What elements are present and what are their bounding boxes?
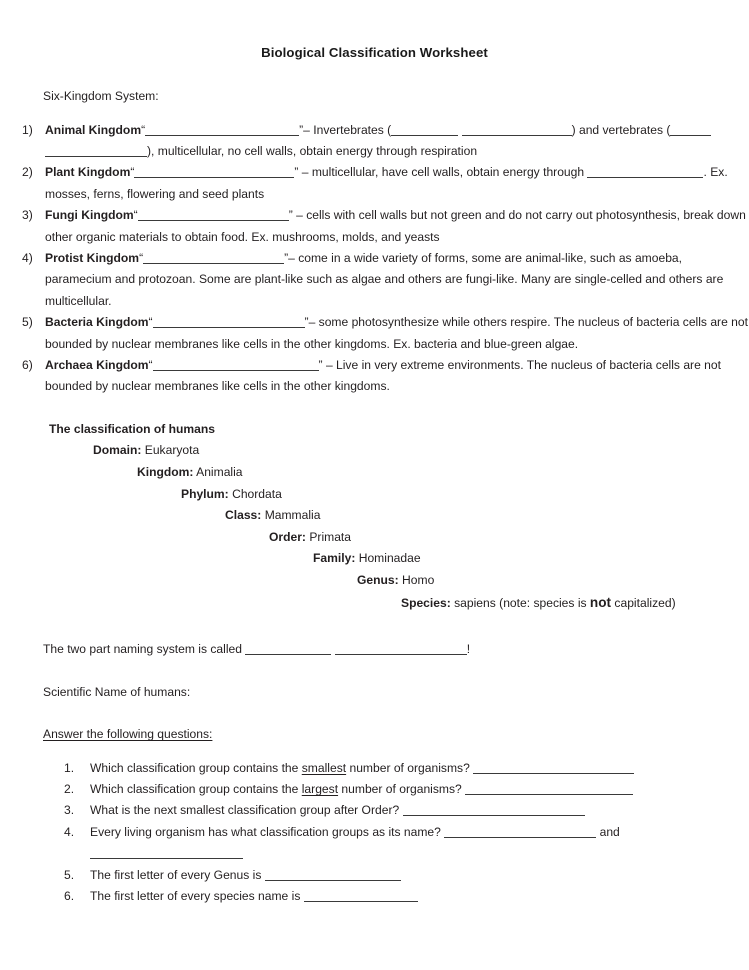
question-text-a: The first letter of every Genus is <box>90 867 265 882</box>
open-quote: “ <box>139 250 144 265</box>
question-emphasis: smallest <box>301 760 347 775</box>
question-item-3 <box>43 800 708 821</box>
kingdom-name: Animal Kingdom <box>45 122 142 137</box>
classification-rank-family <box>313 548 749 570</box>
species-value-after: capitalized) <box>611 595 676 610</box>
page-title: Biological Classification Worksheet <box>261 45 488 60</box>
answer-blank[interactable] <box>265 868 401 881</box>
answer-blank[interactable] <box>462 123 572 136</box>
question-item-1 <box>43 758 708 779</box>
rank-label: Order: <box>269 529 306 544</box>
open-quote: “ <box>141 122 146 137</box>
answer-blank[interactable] <box>465 782 633 795</box>
classification-rank-phylum <box>181 484 749 506</box>
human-classification-block <box>43 419 749 614</box>
kingdom-text-a: – multicellular, have cell walls, obtain energy through <box>301 165 585 180</box>
classification-rank-genus <box>357 570 749 592</box>
kingdom-name: Protist Kingdom <box>45 250 140 265</box>
scientific-name-text: Scientific Name of humans: <box>43 684 191 699</box>
kingdom-text-a: – come in a wide variety of forms, some are animal-like, such as amoeba, paramecium and protozoan. Some are plant-like such as algae and others are fungi-like. Many are single-celled and others are multicellular. <box>45 250 724 308</box>
answer-blank[interactable] <box>153 315 305 328</box>
naming-system-statement <box>43 639 749 661</box>
rank-value: Eukaryota <box>144 443 200 458</box>
kingdom-text-c: ), multicellular, no cell walls, obtain energy through respiration <box>147 143 478 158</box>
naming-system-text: The two part naming system is called <box>43 642 246 657</box>
close-quote: ” <box>294 165 299 180</box>
answer-blank[interactable] <box>90 846 243 859</box>
answer-blank[interactable] <box>670 123 711 136</box>
question-item-2 <box>43 779 708 800</box>
kingdom-name: Fungi Kingdom <box>45 208 134 223</box>
kingdom-name: Plant Kingdom <box>45 165 131 180</box>
six-kingdom-heading <box>43 86 708 108</box>
open-quote: “ <box>133 208 138 223</box>
kingdom-name: Archaea Kingdom <box>45 357 149 372</box>
kingdom-item-animal <box>0 120 749 163</box>
answer-blank[interactable] <box>587 165 703 178</box>
kingdom-item-number: 6) <box>22 357 33 372</box>
answer-blank[interactable] <box>143 251 284 264</box>
rank-value: Chordata <box>232 486 282 501</box>
kingdom-item-number: 1) <box>22 122 33 137</box>
kingdom-item-archaea <box>0 355 749 398</box>
kingdom-item-bacteria <box>0 312 749 355</box>
question-text-b: and <box>596 824 620 839</box>
answer-blank[interactable] <box>145 123 299 136</box>
question-list <box>43 758 708 908</box>
rank-label: Species: <box>401 595 451 610</box>
question-number: 5. <box>64 867 75 882</box>
rank-value: Hominadae <box>358 551 421 566</box>
answer-blank[interactable] <box>153 358 319 371</box>
scientific-name-prompt <box>43 682 749 704</box>
kingdom-item-protist <box>0 248 749 312</box>
answer-blank[interactable] <box>335 642 467 655</box>
rank-label: Family: <box>313 551 356 566</box>
kingdom-text-a: – some photosynthesize while others respire. The nucleus of bacteria cells are not bounded by nuclear membranes like cells in the other kingdoms. Ex. bacteria and blue-green algae. <box>45 315 748 351</box>
kingdom-item-number: 2) <box>22 165 33 180</box>
kingdom-text-a: – Invertebrates ( <box>303 122 392 137</box>
rank-value: Mammalia <box>264 508 321 523</box>
answer-questions-prompt <box>43 724 749 746</box>
answer-blank[interactable] <box>473 761 634 774</box>
classification-heading: The classification of humans <box>49 421 215 436</box>
answer-blank[interactable] <box>444 825 596 838</box>
question-text-a: Which classification group contains the <box>90 782 302 797</box>
open-quote: “ <box>130 165 135 180</box>
question-number: 2. <box>64 782 75 797</box>
question-text-a: Every living organism has what classification groups as its name? <box>90 824 445 839</box>
naming-system-suffix: ! <box>466 642 471 657</box>
rank-label: Domain: <box>93 443 142 458</box>
rank-label: Class: <box>225 508 262 523</box>
question-number: 6. <box>64 889 75 904</box>
question-number: 3. <box>64 803 75 818</box>
species-emphasis-not: not <box>589 594 612 610</box>
kingdom-item-number: 3) <box>22 208 33 223</box>
rank-value: Animalia <box>196 464 243 479</box>
kingdom-text-b: . Ex. mosses, ferns, flowering and seed plants <box>45 165 728 201</box>
close-quote: ” <box>284 250 289 265</box>
question-text-a: The first letter of every species name is <box>90 889 304 904</box>
kingdom-text-b: ) and vertebrates ( <box>571 122 671 137</box>
close-quote: ” <box>318 357 323 372</box>
question-text-b: number of organisms? <box>338 782 466 797</box>
close-quote: ” <box>299 122 304 137</box>
kingdom-item-number: 5) <box>22 315 33 330</box>
question-item-6 <box>43 886 708 907</box>
answer-blank[interactable] <box>403 803 585 816</box>
answer-blank[interactable] <box>304 889 418 902</box>
close-quote: ” <box>304 315 309 330</box>
question-text-b: number of organisms? <box>346 760 474 775</box>
six-kingdom-heading-text: Six-Kingdom System: <box>43 89 159 103</box>
kingdom-text-a: – cells with cell walls but not green and do not carry out photosynthesis, break down other organic materials to obtain food. Ex. mushrooms, molds, and yeasts <box>45 208 746 244</box>
classification-rank-kingdom <box>137 462 749 484</box>
answer-blank[interactable] <box>138 208 289 221</box>
classification-rank-domain <box>93 440 749 462</box>
kingdom-name: Bacteria Kingdom <box>45 315 149 330</box>
question-number: 1. <box>64 760 75 775</box>
answer-blank[interactable] <box>45 144 147 157</box>
close-quote: ” <box>288 208 293 223</box>
kingdom-item-fungi <box>0 205 749 248</box>
rank-label: Kingdom: <box>137 464 194 479</box>
question-item-4 <box>43 822 708 865</box>
question-number: 4. <box>64 824 75 839</box>
kingdom-text-a: – Live in very extreme environments. The nucleus of bacteria cells are not bounded by nuclear membranes like cells in the other kingdoms. <box>45 357 721 394</box>
rank-value: Homo <box>402 572 435 587</box>
rank-label: Phylum: <box>181 486 229 501</box>
kingdom-item-number: 4) <box>22 250 33 265</box>
kingdom-item-plant <box>0 162 749 205</box>
rank-label: Genus: <box>357 572 399 587</box>
open-quote: “ <box>148 357 153 372</box>
classification-rank-species <box>401 592 749 615</box>
open-quote: “ <box>148 315 153 330</box>
answer-blank[interactable] <box>245 642 331 655</box>
answer-questions-text: Answer the following questions: <box>43 727 213 742</box>
kingdom-list <box>0 120 749 398</box>
rank-value: Primata <box>309 529 352 544</box>
question-emphasis: largest <box>301 782 339 797</box>
answer-blank[interactable] <box>134 165 294 178</box>
question-text-a: What is the next smallest classification group after Order? <box>90 803 403 818</box>
question-text-a: Which classification group contains the <box>90 760 302 775</box>
answer-blank[interactable] <box>391 123 458 136</box>
classification-rank-order <box>269 527 749 549</box>
species-value-before: sapiens (note: species is <box>454 595 590 610</box>
question-item-5 <box>43 865 708 886</box>
classification-rank-class <box>225 505 749 527</box>
